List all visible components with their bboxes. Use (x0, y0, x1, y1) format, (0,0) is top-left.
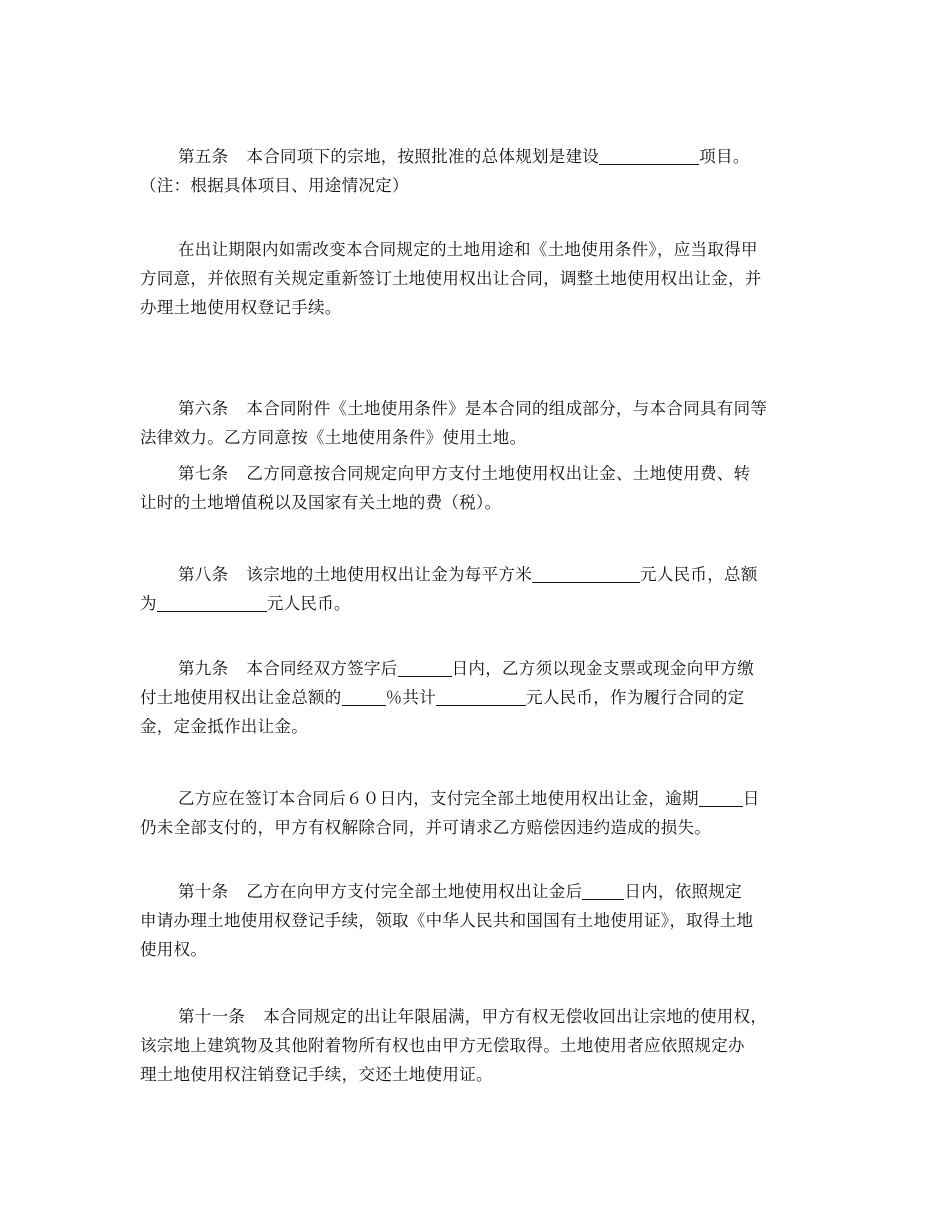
article-7-label: 第七条 (178, 464, 229, 483)
article-5-paragraph-2 (140, 235, 840, 322)
article-6 (140, 394, 840, 452)
article-11 (140, 1002, 840, 1089)
article-9-p2-line-1-after: 日 (742, 789, 760, 808)
article-9-paragraph-2 (140, 784, 840, 842)
article-6-line-1 (140, 394, 840, 423)
article-7-line-1 (140, 459, 840, 488)
article-11-line-3: 理土地使用权注销登记手续，交还土地使用证。 (140, 1065, 493, 1084)
article-9-line-1-before: 本合同经双方签字后 (246, 659, 398, 678)
article-7-line-1-text: 乙方同意按合同规定向甲方支付土地使用权出让金、土地使用费、转 (246, 464, 751, 483)
registration-days-blank (582, 881, 624, 900)
deposit-amount-blank (436, 687, 526, 706)
article-11-line-2: 该宗地上建筑物及其他附着物所有权也由甲方无偿取得。土地使用者应依照规定办 (140, 1036, 745, 1055)
article-8-line-1 (140, 560, 840, 589)
article-10-line-3: 使用权。 (140, 940, 208, 959)
article-5-line-1 (140, 142, 840, 171)
article-11-line-1 (140, 1002, 840, 1031)
article-8-line-2-before: 为 (140, 594, 157, 613)
article-9-line-1 (140, 654, 840, 683)
article-10-line-1-after: 日内，依照规定 (624, 882, 743, 901)
project-name-blank (599, 146, 699, 165)
article-8 (140, 560, 840, 618)
article-10 (140, 877, 840, 964)
article-5-p2-line-3: 办理土地使用权登记手续。 (140, 298, 342, 317)
article-8-line-2 (140, 589, 840, 618)
article-7 (140, 459, 840, 517)
total-amount-blank (157, 593, 267, 612)
article-9 (140, 654, 840, 741)
article-6-label: 第六条 (178, 399, 229, 418)
article-9-p2-line-1-before: 乙方应在签订本合同后６０日内，支付完全部土地使用权出让金，逾期 (178, 789, 699, 808)
article-8-line-1-before: 该宗地的土地使用权出让金为每平方米 (246, 565, 533, 584)
article-11-label: 第十一条 (178, 1007, 246, 1026)
article-5-note: （注：根据具体项目、用途情况定） (140, 176, 409, 195)
deposit-percent-blank (342, 687, 386, 706)
article-5 (140, 142, 840, 200)
article-9-p2-line-1 (140, 784, 840, 813)
deposit-days-blank (398, 658, 452, 677)
article-8-line-1-after: 元人民币，总额 (640, 565, 758, 584)
article-10-line-1-before: 乙方在向甲方支付完全部土地使用权出让金后 (246, 882, 583, 901)
article-9-line-3: 金，定金抵作出让金。 (140, 717, 308, 736)
price-per-sqm-blank (532, 564, 640, 583)
article-9-line-2 (140, 683, 840, 712)
article-7-line-2: 让时的土地增值税以及国家有关土地的费（税）。 (140, 493, 502, 512)
article-6-line-2: 法律效力。乙方同意按《土地使用条件》使用土地。 (140, 428, 527, 447)
article-5-text-after: 项目。 (699, 147, 750, 166)
article-9-label: 第九条 (178, 659, 229, 678)
overdue-days-blank (699, 788, 743, 807)
article-10-line-1 (140, 877, 840, 906)
article-9-line-2-after: 元人民币，作为履行合同的定 (526, 688, 745, 707)
article-10-label: 第十条 (178, 882, 229, 901)
article-5-p2-line-2: 方同意，并依照有关规定重新签订土地使用权出让合同，调整土地使用权出让金，并 (140, 269, 762, 288)
article-8-line-2-after: 元人民币。 (266, 594, 351, 613)
article-10-line-2: 申请办理土地使用权登记手续，领取《中华人民共和国国有土地使用证》，取得土地 (140, 911, 754, 930)
article-11-line-1-text: 本合同规定的出让年限届满，甲方有权无偿收回出让宗地的使用权， (263, 1007, 768, 1026)
article-6-line-1-text: 本合同附件《土地使用条件》是本合同的组成部分，与本合同具有同等 (246, 399, 768, 418)
article-9-line-2-before: 付土地使用权出让金总额的 (140, 688, 342, 707)
article-5-text-before: 本合同项下的宗地，按照批准的总体规划是建设 (246, 147, 600, 166)
article-9-line-1-after: 日内，乙方须以现金支票或现金向甲方缴 (451, 659, 755, 678)
article-9-line-2-mid: ％共计 (385, 688, 437, 707)
article-8-label: 第八条 (178, 565, 229, 584)
article-5-p2-line-1: 在出让期限内如需改变本合同规定的土地用途和《土地使用条件》，应当取得甲 (178, 240, 758, 259)
article-9-p2-line-2: 仍未全部支付的，甲方有权解除合同，并可请求乙方赔偿因违约造成的损失。 (140, 818, 712, 837)
article-5-label: 第五条 (178, 147, 229, 166)
